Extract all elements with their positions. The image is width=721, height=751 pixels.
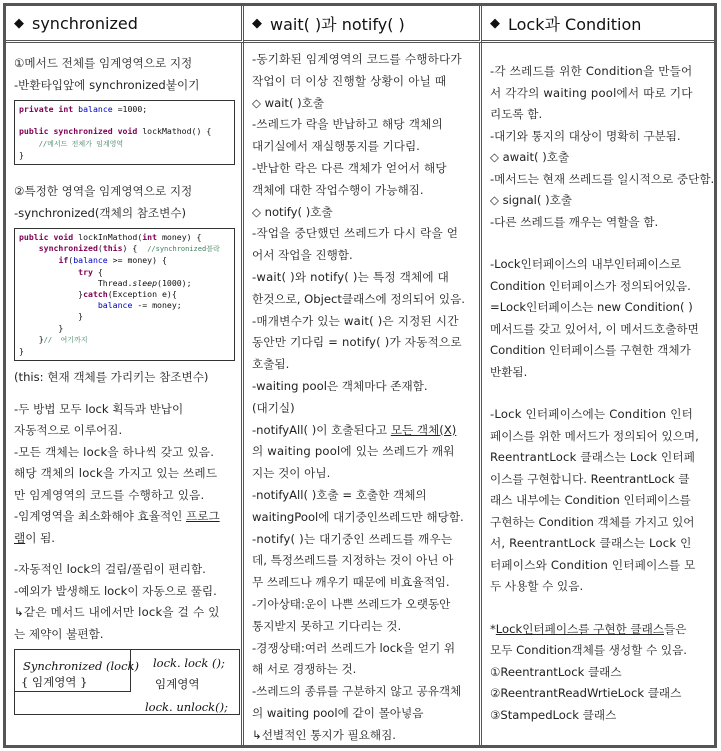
text-line: 반환됨. [490,364,528,379]
text-line: (this: 현재 객체를 가리키는 참조변수) [14,370,209,385]
diamond-bullet-icon: ◆ [252,15,262,31]
text-line: -작업을 중단했던 쓰레드가 다시 락을 얻 [252,226,459,241]
text-line: 호출됨. [252,357,290,372]
text-line: -매개변수가 있는 wait( )은 지정된 시간 [252,313,459,328]
text-line: ◇ signal( )호출 [490,193,573,207]
sketch-text: 임계영역 [155,677,200,692]
text-line: -반납한 락은 다른 객체가 얻어서 해당 [252,160,447,175]
text-line: -모든 객체는 lock을 하나씩 갖고 있음. [14,444,215,459]
text-line: ②특정한 영역을 임계영역으로 지정 [14,184,193,199]
header-lock-condition [482,6,714,43]
text-line: ◇ wait( )호출 [252,95,325,110]
header-wait-notify [244,6,482,43]
text-line: 리도록 함. [490,107,543,121]
text-line: 대기실에서 재실행통지를 기다림. [252,139,420,154]
text-line: 통지받지 못하고 기다리는 것. [252,618,402,633]
text-line: 의 waiting pool에 같이 몰아넣음 [252,705,424,720]
text-line [252,420,473,442]
text-line: -예외가 발생해도 lock이 자동으로 풀림. [14,583,217,598]
sketch-text: lock. unlock(); [145,700,228,715]
text-line: -wait( )와 notify( )는 특정 객체에 대 [252,269,450,284]
text-line: =Lock인터페이스는 new Condition( ) [490,300,693,314]
code-snippet-method: private int balance =1000; public synchronized void lockMathod() { //메서드 전체가 임계영역 } [14,100,235,165]
text-line: 래스 내부에는 Condition 인터페이스를 [490,493,691,507]
code-line: balance [78,104,113,114]
diamond-bullet-icon: ◆ [14,15,24,31]
text-line [14,528,235,550]
text-line: 구현하는 Condition 객체를 가지고 있어 [490,514,695,529]
text-line: 어서 작업을 진행함. [252,248,353,263]
text-line [490,619,708,641]
text-line: -메서드는 현재 쓰레드를 일시적으로 중단함. [490,171,714,186]
text-line: 서 각각의 waiting pool에서 따로 기다 [490,85,693,100]
text-line: -waiting pool은 객체마다 존재함. [252,378,428,393]
header-label: synchronized [32,13,138,33]
text-line: -동기화된 임계영역의 코드를 수행하다가 [252,52,462,66]
text-line: -각 쓰레드를 위한 Condition을 만들어 [490,64,693,78]
text-line: -경쟁상태:여러 쓰레드가 lock을 얻기 위 [252,640,456,655]
handwritten-sketch [14,649,240,715]
text-line: -Lock인터페이스의 내부인터페이스로 [490,257,682,271]
text-line: 지는 것이 아님. [252,466,331,481]
text-line: -대기와 통지의 대상이 명확히 구분됨. [490,128,681,143]
text-span: 이 됨. [25,530,55,545]
text-line: ↳같은 메서드 내에서만 lock을 걸 수 있 [14,605,220,620]
text-line: -반환타입앞에 synchronized붙이기 [14,77,200,92]
text-line: waitingPool에 대기중인쓰레드만 해당함. [252,509,464,524]
text-line: 는 제약이 불편함. [14,626,104,641]
diamond-bullet-icon: ◆ [490,15,500,31]
text-line: Condition 인터페이스가 정의되어있음. [490,278,691,293]
text-line: -기아상태:운이 나쁜 쓰레드가 오랫동안 [252,596,451,611]
header-label: Lock과 Condition [508,14,642,34]
text-span: -notifyAll( )이 호출된다고 [252,422,391,437]
text-line: -쓰레드의 종류를 구분하지 않고 공유객체 [252,684,462,699]
text-line: ①ReentrantLock 클래스 [490,664,622,679]
text-line: -notifyAll( )호출 = 호출한 객체의 [252,487,427,502]
text-line: -자동적인 lock의 걸림/풀림이 편리함. [14,562,206,577]
text-line: 한것으로, Object클래스에 정의되어 있음. [252,291,465,306]
text-line: -쓰레드가 락을 반납하고 해당 객체의 [252,117,443,132]
synchronized-cell [6,43,244,745]
text-line: 의 waiting pool에 있는 쓰레드가 깨워 [252,444,455,459]
code-comment: //메서드 전체가 임계영역 [38,139,124,148]
text-line: Condition 인터페이스를 구현한 객체가 [490,343,691,357]
text-line: -synchronized(객체의 참조변수) [14,205,187,220]
text-line: 이스를 구현합니다. ReentrantLock 클 [490,471,690,486]
text-line: 작업이 더 이상 진행할 상황이 아닐 때 [252,73,447,88]
text-line: -다른 쓰레드를 깨우는 역할을 함. [490,214,659,229]
text-line: -두 방법 모두 lock 획득과 반납이 [14,401,184,416]
text-line: -notify( )는 대기중인 쓰레드를 깨우는 [252,531,453,546]
underlined-text: 모든 객체(X) [390,422,457,437]
underlined-text: 프로그 [186,509,220,524]
text-line: ◇ notify( )호출 [252,204,333,219]
wait-notify-cell [244,43,482,745]
underlined-text: Lock인터페이스를 구현한 클래스 [495,621,664,636]
text-line: 메서드를 갖고 있어서, 이 메서드호출하면 [490,321,699,336]
text-line: 페이스를 위한 메서드가 정의되어 있으며, [490,428,699,443]
lock-condition-cell [482,43,714,745]
text-line: 모두 Condition객체를 생성할 수 있음. [490,643,687,657]
text-line: 무 쓰레드나 깨우기 때문에 비효율적임. [252,575,450,590]
text-line: 서, ReentrantLock 클래스는 Lock 인 [490,536,692,550]
text-line: 두 사용할 수 있음. [490,579,584,593]
text-line: 터페이스와 Condition 인터페이스를 모 [490,557,696,572]
text-line: (대기실) [252,400,295,415]
text-line: 해당 객체의 lock을 가지고 있는 쓰레드 [14,466,218,481]
text-line [14,506,235,528]
text-line: ↳선별적인 통지가 필요해짐. [252,727,396,742]
text-line: ①메서드 전체를 임계영역으로 지정 [14,56,193,70]
sketch-text: { 임계영역 } [21,675,88,690]
text-span: * [490,621,496,636]
text-line: ◇ await( )호출 [490,150,570,164]
text-line: 해 서로 경쟁하는 것. [252,662,357,677]
sketch-text: lock. lock (); [153,656,225,671]
text-line: 만 임계영역의 코드를 수행하고 있음. [14,487,205,502]
text-line: 데, 특정쓰레드를 지정하는 것이 아닌 아 [252,553,454,568]
text-span: -임계영역을 최소화해야 효율적인 [14,509,187,524]
text-line: -Lock 인터페이스에는 Condition 인터 [490,407,693,421]
text-line: ReentrantLock 클래스는 Lock 인터페 [490,450,696,464]
text-line: 객체에 대한 작업수행이 가능해짐. [252,182,424,197]
sketch-text: Synchronized (lock) [23,659,139,674]
code-snippet-block: public void lockInMathod(int money) { synchronized(this) { //synchronized블락 if(balance >= money) { try { Thread.sleep(1000); }catch(Exception e){ balance -= money; } } }// 여기까지 } [14,228,235,361]
comparison-table [3,3,717,748]
text-span: 들은 [664,621,687,636]
header-label: wait( )과 notify( ) [270,14,405,34]
header-synchronized [6,6,244,43]
text-line: ②ReentrantReadWrtieLock 클래스 [490,686,682,700]
text-line: 자동적으로 이루어짐. [14,423,123,438]
underlined-text: 램 [14,530,26,545]
text-line: 동안만 기다림 = notify( )가 자동적으로 [252,335,462,350]
text-line: ③StampedLock 클래스 [490,707,617,722]
